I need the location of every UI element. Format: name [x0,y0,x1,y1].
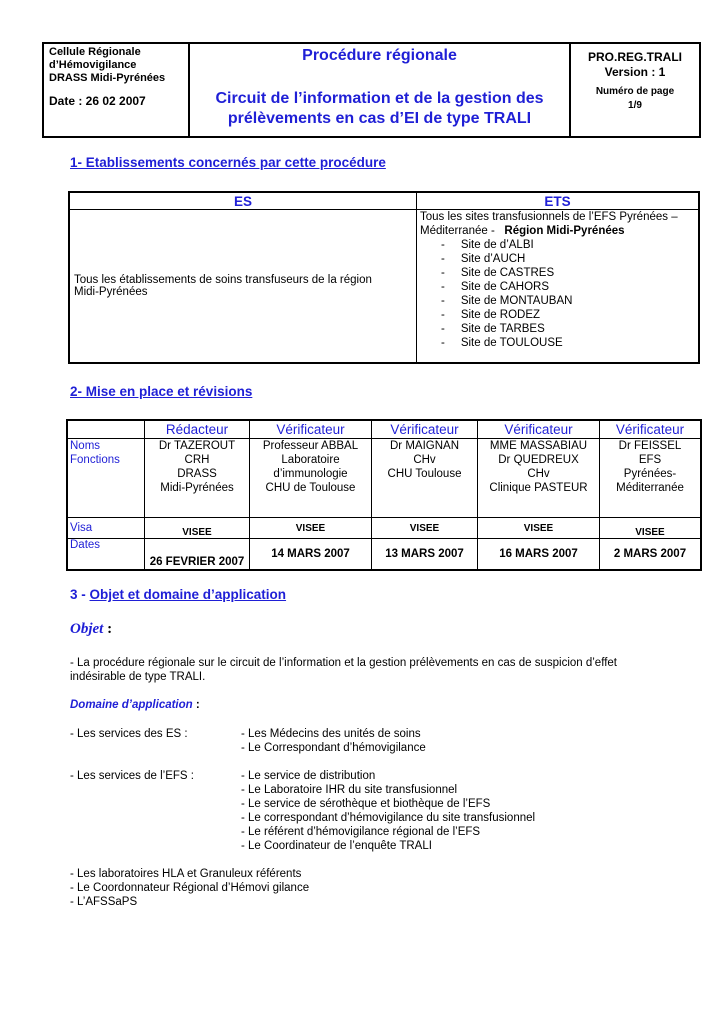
es-cell [69,210,417,364]
visa-cell: VISEE [600,518,702,539]
es-column-header: ES [69,192,417,210]
es-description-1: Tous les établissements de soins transfuseurs de la région [74,274,372,286]
list-item: - L’AFSSaPS [70,896,138,908]
es-services-label: - Les services des ES : [70,728,188,740]
list-item: - Le Coordonnateur Régional d’Hémovi gilance [70,882,310,894]
label-fonctions: Fonctions [70,454,120,466]
person-cell: Dr FEISSEL EFS Pyrénées- Méditerranée [600,439,702,518]
list-item: - Le correspondant d’hémovigilance du site transfusionnel [241,812,536,824]
list-item: - Le Laboratoire IHR du site transfusionnel [241,784,458,796]
page-number-label: Numéro de page [595,86,675,97]
es-services-list [241,727,426,755]
header-verificateur-4: Vérificateur [600,420,702,439]
procedure-version: Version : 1 [604,65,666,79]
label-dates: Dates [67,539,145,571]
header-redacteur: Rédacteur [145,420,250,439]
establishments-table [68,191,700,364]
section-2-title: 2- Mise en place et révisions [70,384,253,399]
visa-cell: VISEE [145,518,250,539]
list-item: - Site d’AUCH [441,253,526,265]
page-number-value: 1/9 [628,100,642,111]
header-organisation [44,44,190,136]
objet-text: - La procédure régionale sur le circuit de l’information et la gestion prélèvements en cas de suspicion d’effet indésirable de type TRALI. [70,657,617,683]
date-cell: 2 MARS 2007 [600,539,702,571]
header-verificateur-3: Vérificateur [478,420,600,439]
org-line-3: DRASS Midi-Pyrénées [49,72,166,84]
list-item: - Site de TARBES [441,323,545,335]
list-item: - Site de MONTAUBAN [441,295,573,307]
org-line-2: d’Hémovigilance [49,59,137,71]
header-verificateur-2: Vérificateur [372,420,478,439]
header-title-block [190,44,571,136]
document-header [42,42,701,138]
section-3-title: Objet et domaine d’application [89,587,287,602]
label-header-cell [67,420,145,439]
list-item: - Site de TOULOUSE [441,337,563,349]
date-cell: 14 MARS 2007 [250,539,372,571]
list-item: - Site de d’ALBI [441,239,534,251]
revisions-table [66,419,702,571]
section-3-number: 3 - [70,587,90,602]
org-line-1: Cellule Régionale [49,46,141,58]
date-cell: 16 MARS 2007 [478,539,600,571]
list-item: - Le référent d’hémovigilance régional de l’EFS [241,826,481,838]
header-reference-block [571,44,699,136]
domaine-heading: Domaine d’application : [70,699,200,711]
efs-services-label: - Les services de l’EFS : [70,770,194,782]
list-item: - Site de CASTRES [441,267,555,279]
objet-heading: Objet : [70,621,113,637]
ets-intro-1: Tous les sites transfusionnels de l’EFS Pyrénées – [420,211,678,223]
list-item: - Le Coordinateur de l’enquête TRALI [241,840,432,852]
domaine-label: Domaine d’application [70,699,193,711]
list-item: - Le service de distribution [241,770,376,782]
ets-region: Région Midi-Pyrénées [504,225,625,237]
ets-intro-2: Méditerranée - Région Midi-Pyrénées [420,225,625,237]
procedure-subtitle-1: Circuit de l’information et de la gestion des [215,90,544,107]
procedure-title: Procédure régionale [302,47,457,64]
visa-cell: VISEE [250,518,372,539]
ets-column-header: ETS [417,192,700,210]
ets-site-list [420,238,695,350]
other-actors-list [70,867,309,909]
person-cell: Dr TAZEROUT CRH DRASS Midi-Pyrénées [145,439,250,518]
ets-cell [417,210,700,364]
procedure-reference: PRO.REG.TRALI [587,50,682,64]
visa-cell: VISEE [372,518,478,539]
date-cell: 13 MARS 2007 [372,539,478,571]
procedure-subtitle-2: prélèvements en cas d’EI de type TRALI [227,110,532,127]
person-cell: Dr MAIGNAN CHv CHU Toulouse [372,439,478,518]
objet-label: Objet [70,621,104,637]
header-date: Date : 26 02 2007 [49,94,146,108]
section-1-title: 1- Etablissements concernés par cette procédure [70,155,386,170]
list-item: - Site de RODEZ [441,309,541,321]
section-3-title-block [70,587,286,602]
efs-services-list [241,769,535,853]
header-verificateur-1: Vérificateur [250,420,372,439]
list-item: - Le Correspondant d’hémovigilance [241,742,426,754]
list-item: - Site de CAHORS [441,281,550,293]
person-cell: MME MASSABIAU Dr QUEDREUX CHv Clinique PASTEUR [478,439,600,518]
label-noms: Noms [70,440,101,452]
es-description-2: Midi-Pyrénées [74,286,148,298]
date-cell: 26 FEVRIER 2007 [145,539,250,571]
list-item: - Les Médecins des unités de soins [241,728,421,740]
person-cell: Professeur ABBAL Laboratoire d’immunologie CHU de Toulouse [250,439,372,518]
list-item: - Le service de sérothèque et biothèque de l’EFS [241,798,491,810]
list-item: - Les laboratoires HLA et Granuleux référents [70,868,302,880]
label-visa: Visa [67,518,145,539]
visa-cell: VISEE [478,518,600,539]
noms-fonctions-label [67,439,145,518]
